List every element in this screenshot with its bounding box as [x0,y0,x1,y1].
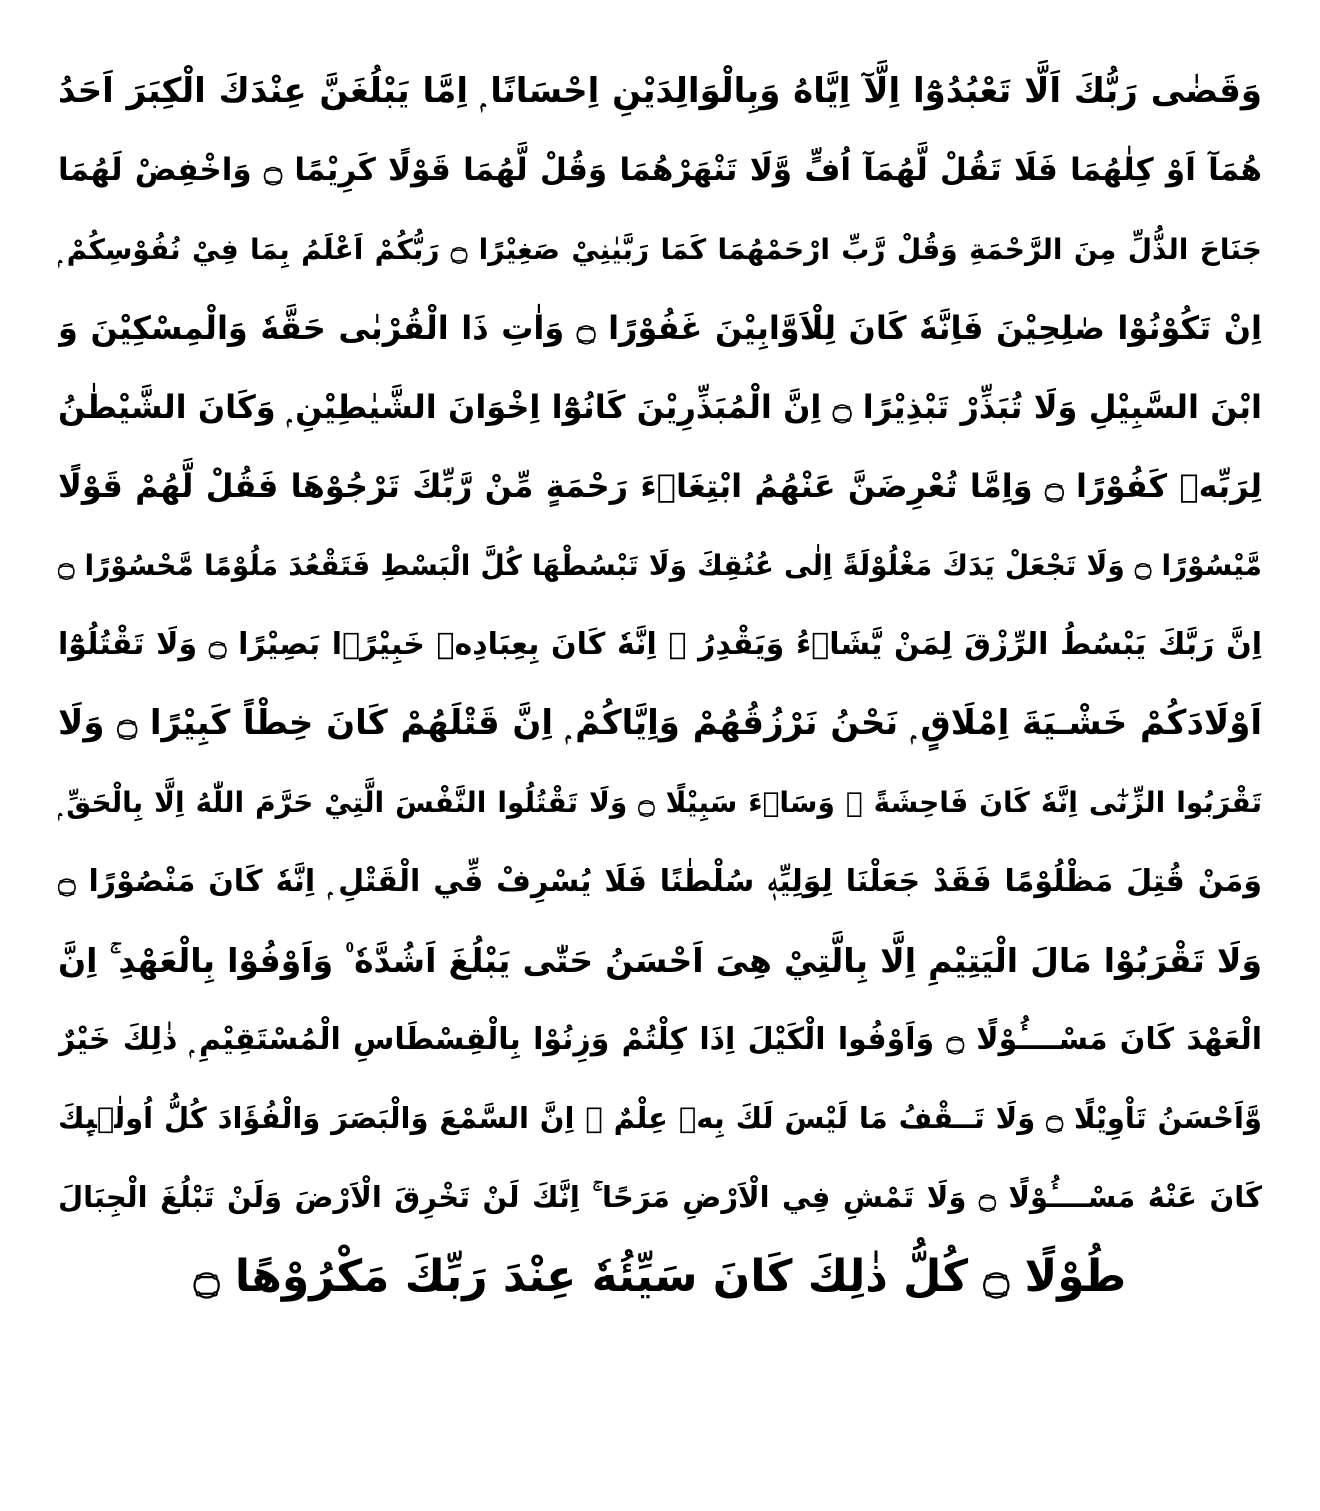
verse-line: اَوْلَادَكُمْ خَشْـيَةَ اِمْلَاقٍ ۭ نَحْنُ نَرْزُقُهُمْ وَاِيَّاكُمْ ۭ اِنَّ قَتْلَهُمْ كَانَ خِطْاً كَبِيْرًا ۝ وَلَا [58,703,1262,743]
verse-line: اِنْ تَكُوْنُوْا صٰلِحِيْنَ فَاِنَّهٗ كَانَ لِلْاَوَّابِيْنَ غَفُوْرًا ۝ وَاٰتِ ذَا الْقُرْبٰى حَقَّهٗ وَالْمِسْكِيْنَ وَ [58,309,1262,347]
verse-line: وَقَضٰى رَبُّكَ اَلَّا تَعْبُدُوْٓا اِلَّآ اِيَّاهُ وَبِالْوَالِدَيْنِ اِحْسَانًا ۭ اِمَّا يَبْلُغَنَّ عِنْدَكَ الْكِبَرَ اَحَدُ [58,71,1262,111]
verse-line: وَّاَحْسَنُ تَاْوِيْلًا ۝ وَلَا تَــقْفُ مَا لَيْسَ لَكَ بِهٖ عِلْمٌ ۭ اِنَّ السَّمْعَ وَالْبَصَرَ وَالْفُؤَادَ كُلُّ اُولٰۗىِٕكَ [58,1101,1262,1135]
verse-line: هُمَآ اَوْ كِلٰهُمَا فَلَا تَقُلْ لَّهُمَآ اُفٍّ وَّلَا تَنْهَرْهُمَا وَقُلْ لَّهُمَا قَوْلًا كَرِيْمًا ۝ وَاخْفِضْ لَهُمَا [58,152,1262,188]
verse-line: الْعَهْدَ كَانَ مَسْــــُٔوْلًا ۝ وَاَوْفُوا الْكَيْلَ اِذَا كِلْتُمْ وَزِنُوْا بِالْقِسْطَاسِ الْمُسْتَقِيْمِ ۭ ذٰلِكَ خَيْرٌ [58,1022,1262,1057]
verse-line: كَانَ عَنْهُ مَسْــــُٔوْلًا ۝ وَلَا تَمْشِ فِي الْاَرْضِ مَرَحًا ۚ اِنَّكَ لَنْ تَخْرِقَ الْاَرْضَ وَلَنْ تَبْلُغَ الْجِبَالَ [58,1180,1262,1214]
verse-line-final: طُوْلًا ۝ كُلُّ ذٰلِكَ كَانَ سَيِّئُهٗ عِنْدَ رَبِّكَ مَكْرُوْهًا ۝ [193,1251,1127,1302]
verse-line: لِرَبِّهٖ كَفُوْرًا ۝ وَاِمَّا تُعْرِضَنَّ عَنْهُمُ ابْتِغَاۗءَ رَحْمَةٍ مِّنْ رَّبِّكَ تَرْجُوْهَا فَقُلْ لَّهُمْ قَوْلًا [58,467,1262,505]
verse-line: جَنَاحَ الذُّلِّ مِنَ الرَّحْمَةِ وَقُلْ رَّبِّ ارْحَمْهُمَا كَمَا رَبَّيٰنِيْ صَغِيْرًا ۝ رَبُّكُمْ اَعْلَمُ بِمَا فِيْ نُفُوْسِكُمْ ۭ [58,233,1262,266]
verse-line: مَّيْسُوْرًا ۝ وَلَا تَجْعَلْ يَدَكَ مَغْلُوْلَةً اِلٰى عُنُقِكَ وَلَا تَبْسُطْهَا كُلَّ الْبَسْطِ فَتَقْعُدَ مَلُوْمًا مَّحْسُوْرًا ۝ [58,549,1262,582]
verse-line: وَلَا تَقْرَبُوْا مَالَ الْيَتِيْمِ اِلَّا بِالَّتِيْ هِىَ اَحْسَنُ حَتّٰى يَبْلُغَ اَشُدَّهٗ ۠ وَاَوْفُوْا بِالْعَهْدِ ۚ اِنَّ [58,941,1262,980]
verse-line: تَقْرَبُوا الزِّنٰٓى اِنَّهٗ كَانَ فَاحِشَةً ۭ وَسَاۗءَ سَبِيْلًا ۝ وَلَا تَقْتُلُوا النَّفْسَ الَّتِيْ حَرَّمَ اللّٰهُ اِلَّا بِالْحَقِّ ۭ [58,786,1262,819]
verse-line: اِنَّ رَبَّكَ يَبْسُطُ الرِّزْقَ لِمَنْ يَّشَاۗءُ وَيَقْدِرُ ۭ اِنَّهٗ كَانَ بِعِبَادِهٖ خَبِيْرًۢا بَصِيْرًا ۝ وَلَا تَقْتُلُوْٓا [58,627,1262,662]
verse-line: وَمَنْ قُتِلَ مَظْلُوْمًا فَقَدْ جَعَلْنَا لِوَلِيِّهٖ سُلْطٰنًا فَلَا يُسْرِفْ فِّي الْقَتْلِ ۭ اِنَّهٗ كَانَ مَنْصُوْرًا ۝ [58,864,1262,899]
arabic-verses-block [58,52,1262,1316]
verse-line: ابْنَ السَّبِيْلِ وَلَا تُبَذِّرْ تَبْذِيْرًا ۝ اِنَّ الْمُبَذِّرِيْنَ كَانُوْٓا اِخْوَانَ الشَّيٰطِيْنِ ۭ وَكَانَ الشَّيْطٰنُ [58,388,1262,426]
